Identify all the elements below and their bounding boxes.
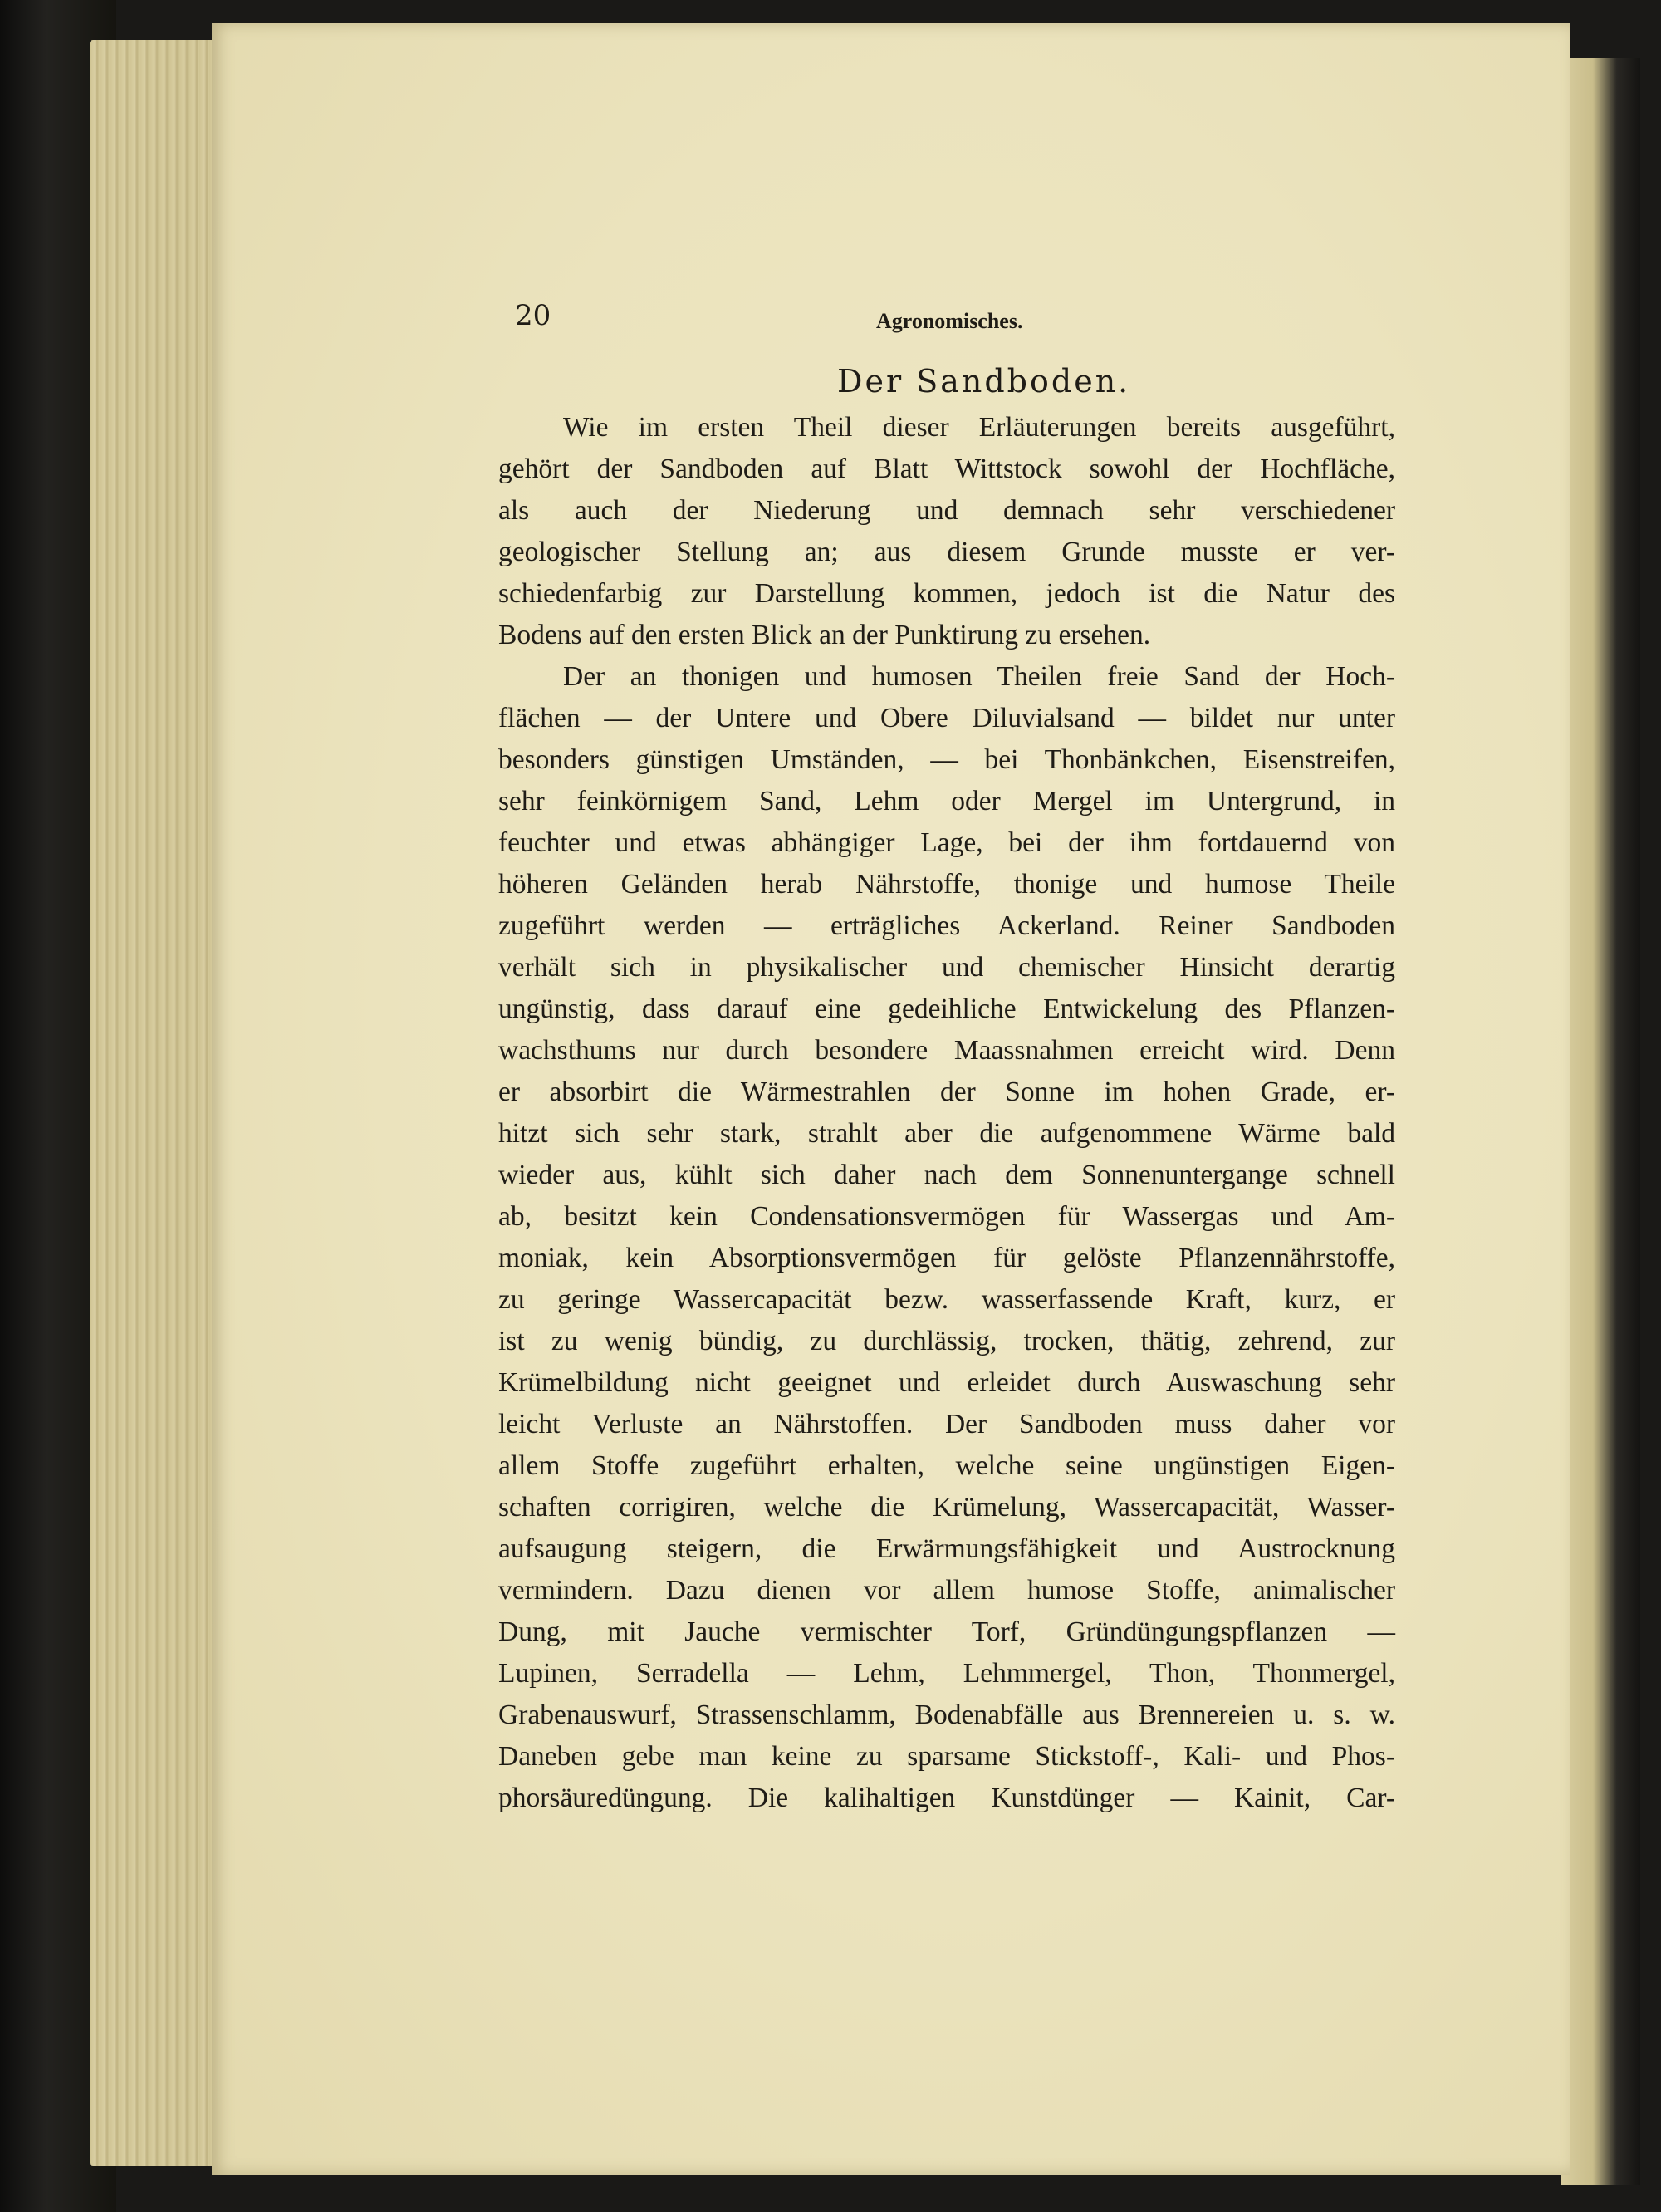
text-line: schaften corrigiren, welche die Krümelung, Wassercapacität, Wasser- [498,1492,1395,1523]
text-line: wieder aus, kühlt sich daher nach dem Sonnenuntergange schnell [498,1160,1395,1190]
text-line: gehört der Sandboden auf Blatt Wittstock sowohl der Hochfläche, [498,454,1395,484]
text-line: Lupinen, Serradella — Lehm, Lehmmergel, Thon, Thonmergel, [498,1658,1395,1689]
text-line: leicht Verluste an Nährstoffen. Der Sandboden muss daher vor [498,1409,1395,1440]
text-line: als auch der Niederung und demnach sehr verschiedener [498,495,1395,526]
text-line: verhält sich in physikalischer und chemischer Hinsicht derartig [498,952,1395,983]
page-edges-right [1561,58,1640,2185]
text-line: zu geringe Wassercapacität bezw. wasserfassende Kraft, kurz, er [498,1284,1395,1315]
text-line: Krümelbildung nicht geeignet und erleidet durch Auswaschung sehr [498,1367,1395,1398]
text-line: moniak, kein Absorptionsvermögen für gelöste Pflanzennährstoffe, [498,1243,1395,1273]
text-line: besonders günstigen Umständen, — bei Thonbänkchen, Eisenstreifen, [498,744,1395,775]
text-line: geologischer Stellung an; aus diesem Grunde musste er ver- [498,537,1395,567]
text-line: vermindern. Dazu dienen vor allem humose Stoffe, animalischer [498,1575,1395,1606]
text-line: ungünstig, dass darauf eine gedeihliche Entwickelung des Pflanzen- [498,993,1395,1024]
text-line: Wie im ersten Theil dieser Erläuterungen bereits ausgeführt, [563,412,1395,443]
text-line: Grabenauswurf, Strassenschlamm, Bodenabfälle aus Brennereien u. s. w. [498,1699,1395,1730]
text-line: schiedenfarbig zur Darstellung kommen, jedoch ist die Natur des [498,578,1395,609]
text-line: Dung, mit Jauche vermischter Torf, Gründüngungspflanzen — [498,1616,1395,1647]
text-line: hitzt sich sehr stark, strahlt aber die aufgenommene Wärme bald [498,1118,1395,1149]
page-number: 20 [515,299,551,332]
text-line: zugeführt werden — erträgliches Ackerland. Reiner Sandboden [498,910,1395,941]
text-line: höheren Geländen herab Nährstoffe, thonige und humose Theile [498,869,1395,900]
text-line: ab, besitzt kein Condensationsvermögen für Wassergas und Am- [498,1201,1395,1232]
text-line: allem Stoffe zugeführt erhalten, welche seine ungünstigen Eigen- [498,1450,1395,1481]
body-text [498,407,1395,1819]
text-line: er absorbirt die Wärmestrahlen der Sonne im hohen Grade, er- [498,1077,1395,1107]
text-line: Daneben gebe man keine zu sparsame Stickstoff-, Kali- und Phos- [498,1741,1395,1772]
text-line: sehr feinkörnigem Sand, Lehm oder Mergel im Untergrund, in [498,786,1395,817]
text-line: Der an thonigen und humosen Theilen freie Sand der Hoch- [563,661,1395,692]
section-heading: Der Sandboden. [837,363,1131,400]
text-line: feuchter und etwas abhängiger Lage, bei der ihm fortdauernd von [498,827,1395,858]
page-edges-left [90,40,223,2166]
text-line: Bodens auf den ersten Blick an der Punktirung zu ersehen. [498,620,1151,650]
text-line: phorsäuredüngung. Die kalihaltigen Kunstdünger — Kainit, Car- [498,1783,1395,1813]
text-line: aufsaugung steigern, die Erwärmungsfähigkeit und Austrocknung [498,1533,1395,1564]
text-line: wachsthums nur durch besondere Maassnahmen erreicht wird. Denn [498,1035,1395,1066]
running-head: Agronomisches. [876,309,1023,333]
text-line: ist zu wenig bündig, zu durchlässig, trocken, thätig, zehrend, zur [498,1326,1395,1356]
text-line: flächen — der Untere und Obere Diluvialsand — bildet nur unter [498,703,1395,733]
